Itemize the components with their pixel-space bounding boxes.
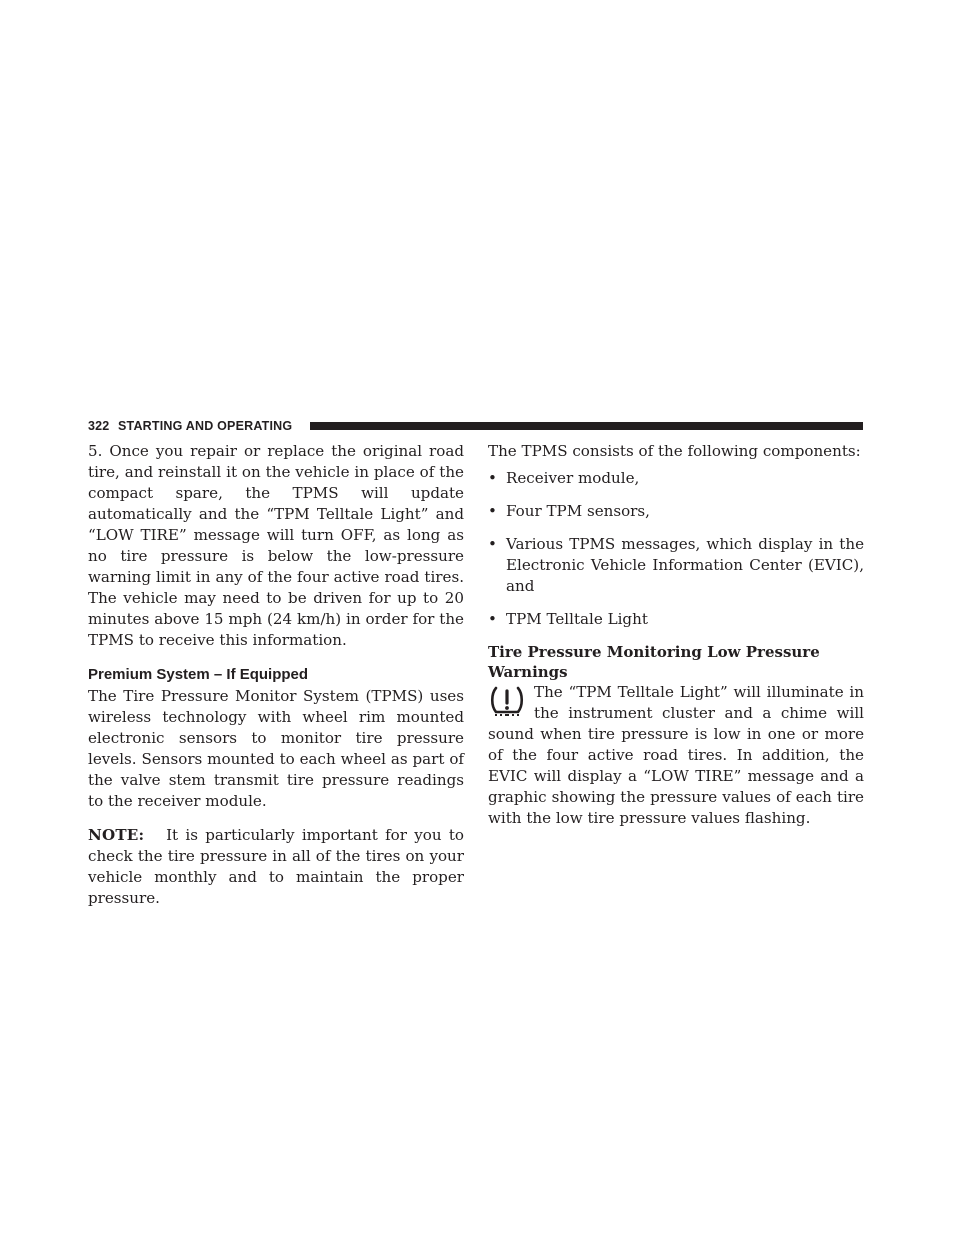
bullet: • (488, 469, 497, 487)
header-rule (310, 422, 863, 430)
list-item: • Receiver module, (488, 469, 640, 487)
page-header (88, 418, 863, 434)
section-title: STARTING AND OPERATING (118, 419, 293, 433)
warning-paragraph: The “TPM Telltale Light” will illuminate in the instrument cluster and a chime will sound when tire pressure is low in one or more of the four active road tires. In addition, the EVIC will display a “LOW TIRE” message and a graphic showing the pressure values of each tire with the low tire pressure values flashing. (488, 683, 864, 827)
list-item: • TPM Telltale Light (488, 610, 648, 628)
premium-system-heading: Premium System – If Equipped (88, 666, 309, 683)
tpms-description-paragraph: The Tire Pressure Monitor System (TPMS) uses wireless technology with wheel rim mounted electronic sensors to monitor tire pressure levels. Sensors mounted to each wheel as part of the valve stem transmit tire pressure readings to the receiver module. (88, 687, 464, 810)
left-column (88, 441, 464, 909)
low-pressure-warnings-heading: Tire Pressure Monitoring Low Pressure Warnings (488, 643, 820, 681)
page-number: 322 (88, 419, 110, 433)
bullet: • (488, 535, 497, 553)
note-label: NOTE: (88, 826, 145, 844)
components-intro: The TPMS consists of the following components: (488, 442, 861, 460)
tire-pressure-warning-icon (488, 684, 526, 718)
components-list (488, 468, 864, 630)
list-item: • Four TPM sensors, (488, 502, 650, 520)
bullet: • (488, 610, 497, 628)
note-text: It is particularly important for you to check the tire pressure in all of the tires on your vehicle monthly and to maintain the proper pressure. (88, 826, 464, 907)
bullet: • (488, 502, 497, 520)
repair-paragraph: 5. Once you repair or replace the original road tire, and reinstall it on the vehicle in place of the compact spare, the TPMS will update automatically and the “TPM Telltale Light” and “LOW TIRE” message will turn OFF, as long as no tire pressure is below the low-pressure warning limit in any of the four active road tires. The vehicle may need to be driven for up to 20 minutes above 15 mph (24 km/h) in order for the TPMS to receive this information. (88, 442, 464, 649)
warning-paragraph-block (488, 682, 864, 829)
list-item: • Various TPMS messages, which display in the Electronic Vehicle Information Center (EVIC), and (488, 535, 864, 595)
note-paragraph (88, 825, 464, 909)
right-column (488, 441, 864, 829)
